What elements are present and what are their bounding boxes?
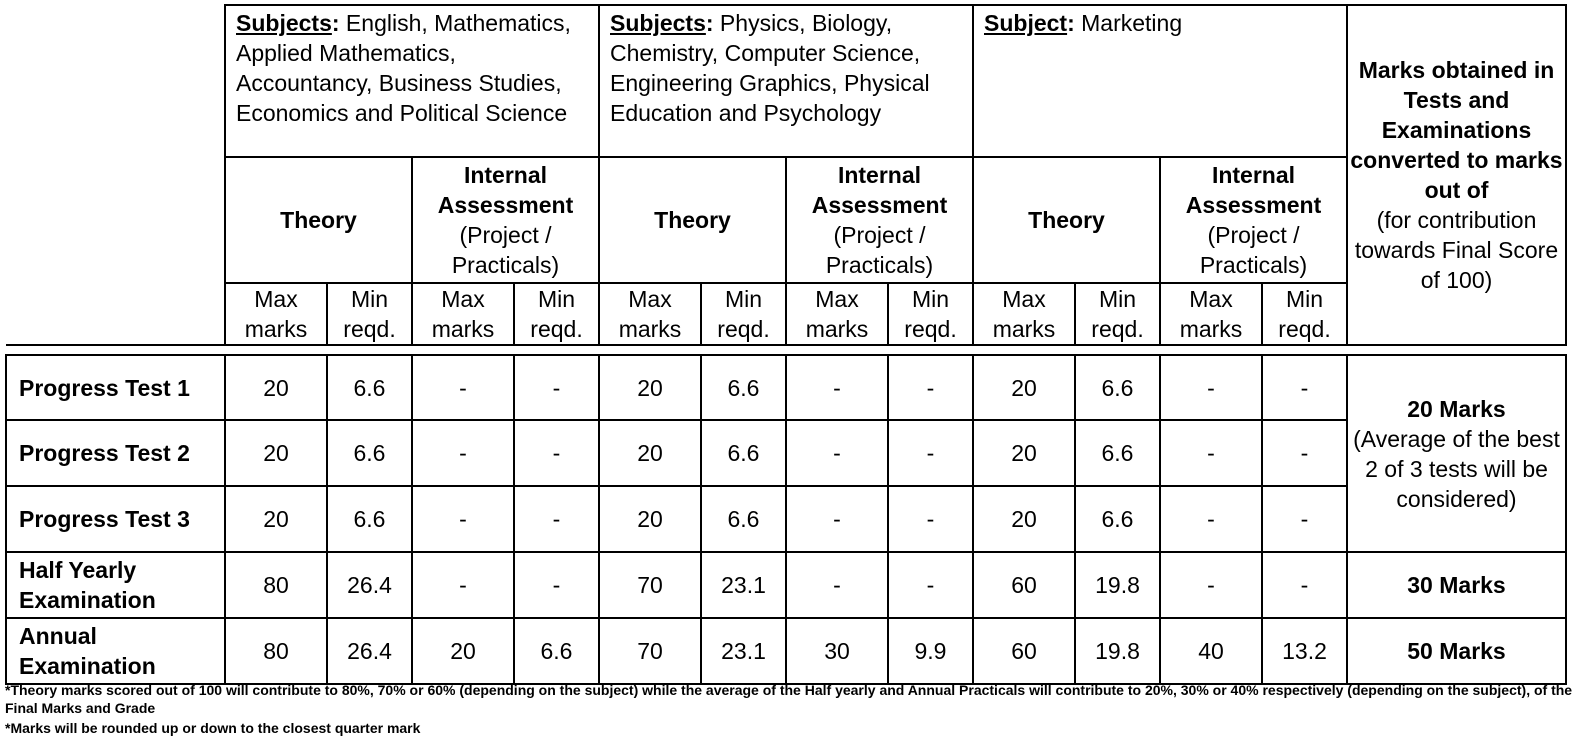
- table-row: [6, 420, 1566, 486]
- table-row: [6, 355, 1566, 420]
- max-marks-header: Max marks: [599, 283, 701, 345]
- table-cell: 80: [225, 618, 327, 684]
- min-reqd-header: Min reqd.: [1075, 283, 1160, 345]
- table-cell: 6.6: [327, 355, 412, 420]
- subject-group-3: Subject: Marketing: [973, 5, 1347, 157]
- table-cell: -: [412, 486, 514, 552]
- footnote-theory: *Theory marks scored out of 100 will contribute to 80%, 70% or 60% (depending on the subject) while the average of the Half yearly and Annual Practicals will contribute to 20%, 30% or 40% respectively (depending on the subject), of the Final Marks and Grade: [5, 682, 1573, 716]
- table-cell: 9.9: [888, 618, 973, 684]
- theory-header: Theory: [225, 157, 412, 283]
- table-row: [6, 618, 1566, 684]
- marks-scheme-table: [5, 4, 1567, 685]
- max-marks-header: Max marks: [1160, 283, 1262, 345]
- table-cell: 80: [225, 552, 327, 618]
- table-cell: -: [786, 420, 888, 486]
- table-cell: -: [888, 420, 973, 486]
- internal-assessment-header: Internal Assessment (Project / Practicals): [1160, 157, 1347, 283]
- table-cell: -: [1160, 355, 1262, 420]
- table-cell: 20: [225, 486, 327, 552]
- table-cell: 40: [1160, 618, 1262, 684]
- table-cell: 20: [973, 486, 1075, 552]
- subjects-label: Subjects: [610, 10, 706, 36]
- table-cell: 20: [973, 420, 1075, 486]
- table-cell: -: [1160, 420, 1262, 486]
- row-label: Progress Test 1: [6, 355, 225, 420]
- max-marks-header: Max marks: [225, 283, 327, 345]
- half-yearly-contribution: 30 Marks: [1347, 552, 1566, 618]
- table-cell: 6.6: [1075, 355, 1160, 420]
- row-label: Half Yearly Examination: [6, 552, 225, 618]
- corner-blank: [6, 5, 225, 157]
- table-cell: -: [1262, 486, 1347, 552]
- table-cell: -: [786, 486, 888, 552]
- table-cell: 20: [225, 355, 327, 420]
- table-cell: -: [1160, 486, 1262, 552]
- subject-group-1: Subjects: English, Mathematics, Applied Mathematics, Accountancy, Business Studies, Economics and Political Science: [225, 5, 599, 157]
- max-marks-header: Max marks: [973, 283, 1075, 345]
- table-cell: -: [888, 552, 973, 618]
- table-cell: 6.6: [1075, 486, 1160, 552]
- table-cell: -: [514, 420, 599, 486]
- annual-contribution: 50 Marks: [1347, 618, 1566, 684]
- table-cell: -: [888, 355, 973, 420]
- conversion-header: [1347, 5, 1566, 345]
- table-cell: 20: [225, 420, 327, 486]
- table-cell: 26.4: [327, 618, 412, 684]
- table-cell: 6.6: [327, 420, 412, 486]
- max-marks-header: Max marks: [412, 283, 514, 345]
- table-row: [6, 486, 1566, 552]
- table-cell: -: [1262, 552, 1347, 618]
- min-reqd-header: Min reqd.: [888, 283, 973, 345]
- max-marks-header: Max marks: [786, 283, 888, 345]
- table-cell: -: [412, 552, 514, 618]
- progress-contribution-marks: 20 Marks: [1407, 395, 1506, 422]
- table-cell: 23.1: [701, 552, 786, 618]
- table-cell: 13.2: [1262, 618, 1347, 684]
- conversion-header-note: (for contribution towards Final Score of 100): [1354, 207, 1559, 293]
- row-label: Annual Examination: [6, 618, 225, 684]
- subjects-label: Subject: [984, 10, 1068, 36]
- table-cell: -: [514, 486, 599, 552]
- table-cell: -: [412, 355, 514, 420]
- table-cell: 20: [599, 420, 701, 486]
- progress-contribution-note: (Average of the best 2 of 3 tests will be considered): [1353, 425, 1560, 512]
- table-cell: 6.6: [327, 486, 412, 552]
- table-row: [6, 552, 1566, 618]
- table-cell: -: [786, 355, 888, 420]
- min-reqd-header: Min reqd.: [327, 283, 412, 345]
- min-reqd-header: Min reqd.: [701, 283, 786, 345]
- table-cell: 70: [599, 618, 701, 684]
- table-cell: 26.4: [327, 552, 412, 618]
- subjects-label: Subjects: [236, 10, 332, 36]
- table-cell: -: [1262, 420, 1347, 486]
- table-cell: 30: [786, 618, 888, 684]
- table-cell: -: [514, 355, 599, 420]
- table-cell: 23.1: [701, 618, 786, 684]
- internal-assessment-header: Internal Assessment (Project / Practicals): [786, 157, 973, 283]
- table-cell: -: [514, 552, 599, 618]
- table-cell: -: [888, 486, 973, 552]
- conversion-header-title: Marks obtained in Tests and Examinations converted to marks out of: [1350, 57, 1563, 203]
- subjects-list: English, Mathematics, Applied Mathematics, Accountancy, Business Studies, Economics and Political Science: [236, 10, 571, 126]
- corner-blank-2: [6, 157, 225, 283]
- table-cell: -: [1262, 355, 1347, 420]
- table-cell: 20: [599, 486, 701, 552]
- subject-group-2: Subjects: Physics, Biology, Chemistry, Computer Science, Engineering Graphics, Physical Education and Psychology: [599, 5, 973, 157]
- theory-header: Theory: [599, 157, 786, 283]
- table-cell: 20: [412, 618, 514, 684]
- table-cell: 19.8: [1075, 552, 1160, 618]
- row-label: Progress Test 2: [6, 420, 225, 486]
- table-cell: 6.6: [1075, 420, 1160, 486]
- table-cell: 6.6: [701, 355, 786, 420]
- table-cell: 19.8: [1075, 618, 1160, 684]
- table-cell: -: [786, 552, 888, 618]
- theory-header: Theory: [973, 157, 1160, 283]
- progress-contribution: [1347, 355, 1566, 552]
- header-gap: [6, 345, 1566, 355]
- table-cell: 60: [973, 618, 1075, 684]
- table-cell: 6.6: [701, 486, 786, 552]
- subjects-list: Physics, Biology, Chemistry, Computer Science, Engineering Graphics, Physical Education and Psychology: [610, 10, 930, 126]
- corner-blank-3: [6, 283, 225, 345]
- table-cell: 6.6: [514, 618, 599, 684]
- table-cell: 6.6: [701, 420, 786, 486]
- internal-assessment-header: Internal Assessment (Project / Practicals): [412, 157, 599, 283]
- subjects-list: Marketing: [1074, 10, 1183, 36]
- min-reqd-header: Min reqd.: [514, 283, 599, 345]
- table-cell: 70: [599, 552, 701, 618]
- table-cell: 20: [599, 355, 701, 420]
- min-reqd-header: Min reqd.: [1262, 283, 1347, 345]
- table-cell: -: [1160, 552, 1262, 618]
- table-cell: 20: [973, 355, 1075, 420]
- row-label: Progress Test 3: [6, 486, 225, 552]
- footnote-rounding: *Marks will be rounded up or down to the closest quarter mark: [5, 720, 421, 736]
- table-cell: -: [412, 420, 514, 486]
- table-cell: 60: [973, 552, 1075, 618]
